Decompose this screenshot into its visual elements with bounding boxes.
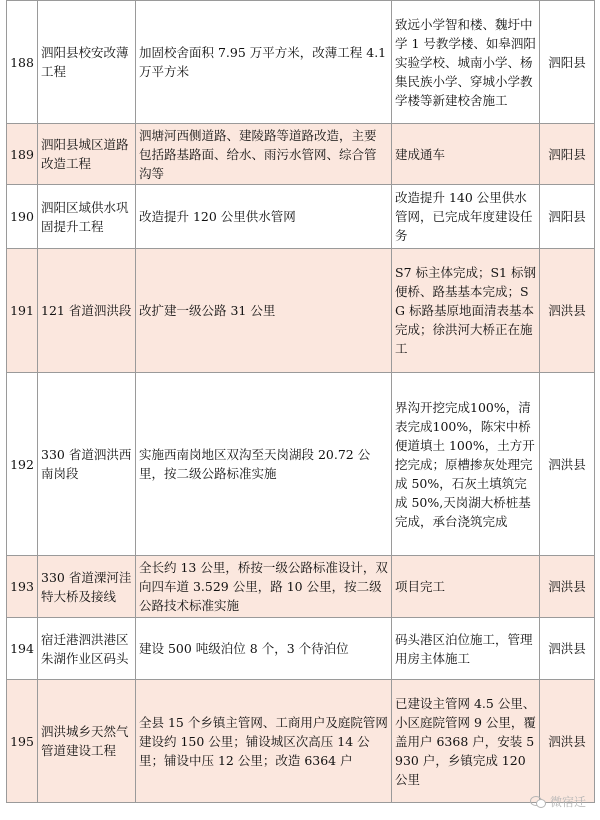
project-content: 加固校舍面积 7.95 万平方米，改薄工程 4.1 万平方米 (136, 1, 392, 124)
project-name: 121 省道泗洪段 (38, 249, 136, 373)
row-number: 191 (7, 249, 38, 373)
project-progress: 改造提升 140 公里供水管网，已完成年度建设任务 (392, 185, 540, 249)
county-name: 泗阳县 (540, 185, 595, 249)
project-content: 建设 500 吨级泊位 8 个，3 个待泊位 (136, 618, 392, 680)
row-number: 188 (7, 1, 38, 124)
project-progress: 已建设主管网 4.5 公里、小区庭院管网 9 公里，覆盖用户 6368 户，安装 5930 户，乡镇完成 120 公里 (392, 680, 540, 803)
wechat-icon (530, 796, 546, 808)
project-name: 泗阳县校安改薄工程 (38, 1, 136, 124)
project-content: 改扩建一级公路 31 公里 (136, 249, 392, 373)
project-progress: 致远小学智和楼、魏圩中学 1 号教学楼、如皋泗阳实验学校、城南小学、杨集民族小学、穿城小学教学楼等新建校舍施工 (392, 1, 540, 124)
project-name: 泗洪城乡天然气管道建设工程 (38, 680, 136, 803)
county-name: 泗洪县 (540, 618, 595, 680)
project-progress: 界沟开挖完成100%，清表完成100%，陈宋中桥便道填土 100%，土方开挖完成；原槽掺灰处理完成 50%，石灰土填筑完成 50%,天岗湖大桥桩基完成，承台浇筑完成 (392, 373, 540, 556)
project-progress: 建成通车 (392, 124, 540, 185)
table-row (7, 373, 595, 556)
watermark (530, 793, 586, 810)
project-content: 全长约 13 公里，桥按一级公路标准设计，双向四车道 3.529 公里，路 10 公里，按二级公路技术标准实施 (136, 556, 392, 618)
table-row (7, 1, 595, 124)
table-row (7, 185, 595, 249)
project-content: 改造提升 120 公里供水管网 (136, 185, 392, 249)
row-number: 190 (7, 185, 38, 249)
project-name: 泗阳区域供水巩固提升工程 (38, 185, 136, 249)
project-name: 330 省道泗洪西南岗段 (38, 373, 136, 556)
project-progress: 码头港区泊位施工，管理用房主体施工 (392, 618, 540, 680)
project-content: 实施西南岗地区双沟至天岗湖段 20.72 公里，按二级公路标准实施 (136, 373, 392, 556)
row-number: 192 (7, 373, 38, 556)
county-name: 泗洪县 (540, 556, 595, 618)
county-name: 泗洪县 (540, 249, 595, 373)
table-row (7, 124, 595, 185)
watermark-text: 微宿迁 (549, 795, 586, 809)
project-progress: 项目完工 (392, 556, 540, 618)
county-name: 泗洪县 (540, 680, 595, 803)
table-row (7, 249, 595, 373)
project-content: 全县 15 个乡镇主管网、工商用户及庭院管网建设约 150 公里；铺设城区次高压 14 公里；铺设中压 12 公里；改造 6364 户 (136, 680, 392, 803)
row-number: 189 (7, 124, 38, 185)
county-name: 泗阳县 (540, 1, 595, 124)
table-row (7, 618, 595, 680)
table-row (7, 680, 595, 803)
project-progress: S7 标主体完成；S1 标钢便桥、路基基本完成；SG 标路基原地面清表基本完成；徐洪河大桥正在施工 (392, 249, 540, 373)
county-name: 泗洪县 (540, 373, 595, 556)
row-number: 195 (7, 680, 38, 803)
project-name: 泗阳县城区道路改造工程 (38, 124, 136, 185)
row-number: 193 (7, 556, 38, 618)
project-content: 泗塘河西侧道路、建陵路等道路改造，主要包括路基路面、给水、雨污水管网、综合管沟等 (136, 124, 392, 185)
project-name: 330 省道溧河洼特大桥及接线 (38, 556, 136, 618)
row-number: 194 (7, 618, 38, 680)
table-row (7, 556, 595, 618)
project-name: 宿迁港泗洪港区朱湖作业区码头 (38, 618, 136, 680)
project-table (6, 0, 595, 803)
county-name: 泗阳县 (540, 124, 595, 185)
